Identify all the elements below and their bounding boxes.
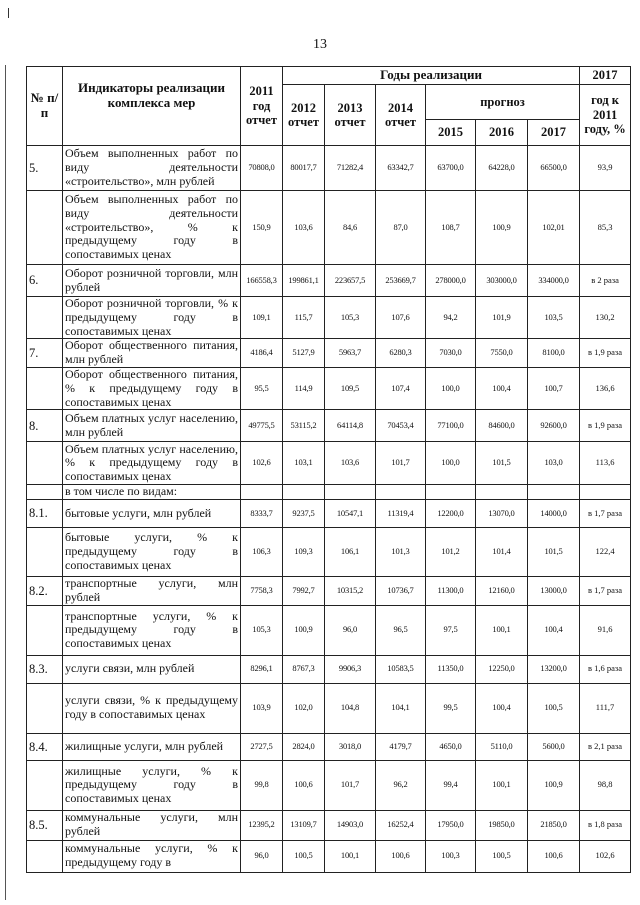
table-row <box>27 683 631 733</box>
value-ratio: 85,3 <box>580 191 631 265</box>
row-indicator: транспортные услуги, % к предыдущему году в сопоставимых ценах <box>63 605 241 655</box>
row-number: 8.2. <box>27 577 63 606</box>
value-2013: 10547,1 <box>325 500 376 528</box>
value-2011: 8296,1 <box>241 655 283 683</box>
value-2013: 9906,3 <box>325 655 376 683</box>
value-2014: 107,4 <box>376 367 426 409</box>
value-ratio: 91,6 <box>580 605 631 655</box>
value-2012: 100,6 <box>283 760 325 810</box>
value-2016: 303000,0 <box>476 265 528 297</box>
table-row <box>27 655 631 683</box>
value-2014: 87,0 <box>376 191 426 265</box>
row-indicator: Оборот розничной торговли, млн рублей <box>63 265 241 297</box>
value-2013: 109,5 <box>325 367 376 409</box>
value-ratio: 113,6 <box>580 442 631 485</box>
table-row <box>27 191 631 265</box>
value-2015: 100,0 <box>426 367 476 409</box>
row-number <box>27 605 63 655</box>
value-2016: 84600,0 <box>476 410 528 442</box>
row-indicator: бытовые услуги, % к предыдущему году в сопоставимых ценах <box>63 528 241 577</box>
value-2017: 101,5 <box>528 528 580 577</box>
row-number <box>27 485 63 500</box>
table-row <box>27 810 631 840</box>
value-2015: 63700,0 <box>426 146 476 191</box>
value-2012: 8767,3 <box>283 655 325 683</box>
value-2012: 100,9 <box>283 605 325 655</box>
header-2014: 2014 отчет <box>376 85 426 146</box>
page-number: 13 <box>313 37 327 52</box>
row-number: 8.5. <box>27 810 63 840</box>
value-2017: 100,5 <box>528 683 580 733</box>
row-indicator: коммунальные услуги, % к предыдущему году в <box>63 840 241 872</box>
value-2011: 99,8 <box>241 760 283 810</box>
value-2011: 7758,3 <box>241 577 283 606</box>
row-indicator: Объем выполненных работ по виду деятельности «строительство», млн рублей <box>63 146 241 191</box>
row-number <box>27 367 63 409</box>
value-2016: 101,5 <box>476 442 528 485</box>
value-ratio: в 1,9 раза <box>580 339 631 368</box>
table-header <box>27 67 631 146</box>
value-2013: 105,3 <box>325 297 376 339</box>
table-row <box>27 410 631 442</box>
row-indicator: Оборот розничной торговли, % к предыдущему году в сопоставимых ценах <box>63 297 241 339</box>
value-2016: 100,4 <box>476 683 528 733</box>
value-2013: 5963,7 <box>325 339 376 368</box>
row-indicator: транспортные услуги, млн рублей <box>63 577 241 606</box>
value-ratio: в 2,1 раза <box>580 733 631 760</box>
value-2016: 101,4 <box>476 528 528 577</box>
value-2015: 94,2 <box>426 297 476 339</box>
value-2011: 96,0 <box>241 840 283 872</box>
value-2012: 7992,7 <box>283 577 325 606</box>
value-2015: 97,5 <box>426 605 476 655</box>
value-2016: 100,5 <box>476 840 528 872</box>
value-2015: 17950,0 <box>426 810 476 840</box>
row-indicator: жилищные услуги, % к предыдущему году в сопоставимых ценах <box>63 760 241 810</box>
value-2014: 63342,7 <box>376 146 426 191</box>
table-row <box>27 442 631 485</box>
value-ratio: 111,7 <box>580 683 631 733</box>
row-number <box>27 191 63 265</box>
value-2017: 100,4 <box>528 605 580 655</box>
value-2011: 12395,2 <box>241 810 283 840</box>
value-2016: 64228,0 <box>476 146 528 191</box>
value-2012: 2824,0 <box>283 733 325 760</box>
value-2012: 80017,7 <box>283 146 325 191</box>
value-2014: 16252,4 <box>376 810 426 840</box>
value-2017: 92600,0 <box>528 410 580 442</box>
value-2017: 13200,0 <box>528 655 580 683</box>
value-ratio: в 1,8 раза <box>580 810 631 840</box>
value-2011: 109,1 <box>241 297 283 339</box>
value-2017: 334000,0 <box>528 265 580 297</box>
value-2017: 103,0 <box>528 442 580 485</box>
value-2014: 101,3 <box>376 528 426 577</box>
value-2014: 6280,3 <box>376 339 426 368</box>
table-row <box>27 760 631 810</box>
value-2016: 12250,0 <box>476 655 528 683</box>
value-2017: 14000,0 <box>528 500 580 528</box>
row-number: 8.4. <box>27 733 63 760</box>
value-2012: 103,1 <box>283 442 325 485</box>
value-2015: 77100,0 <box>426 410 476 442</box>
row-number: 5. <box>27 146 63 191</box>
value-2016: 100,1 <box>476 605 528 655</box>
table-row <box>27 265 631 297</box>
value-2011: 8333,7 <box>241 500 283 528</box>
header-years-group: Годы реализации <box>283 67 580 85</box>
value-2011: 2727,5 <box>241 733 283 760</box>
value-2013: 223657,5 <box>325 265 376 297</box>
row-number: 8.1. <box>27 500 63 528</box>
value-2015: 100,3 <box>426 840 476 872</box>
row-indicator: бытовые услуги, млн рублей <box>63 500 241 528</box>
table-row <box>27 146 631 191</box>
value-2015: 4650,0 <box>426 733 476 760</box>
value-2012: 109,3 <box>283 528 325 577</box>
value-2014: 10583,5 <box>376 655 426 683</box>
row-indicator: в том числе по видам: <box>63 485 241 500</box>
header-2015: 2015 <box>426 120 476 146</box>
value-ratio: 136,6 <box>580 367 631 409</box>
value-2012: 9237,5 <box>283 500 325 528</box>
value-2016: 7550,0 <box>476 339 528 368</box>
value-2015 <box>426 485 476 500</box>
value-2013: 10315,2 <box>325 577 376 606</box>
value-2017: 5600,0 <box>528 733 580 760</box>
value-2011: 105,3 <box>241 605 283 655</box>
header-num: № п/п <box>27 67 63 146</box>
value-2012 <box>283 485 325 500</box>
value-2014: 96,2 <box>376 760 426 810</box>
value-ratio: в 1,7 раза <box>580 577 631 606</box>
value-ratio: в 1,6 раза <box>580 655 631 683</box>
value-2014: 253669,7 <box>376 265 426 297</box>
value-ratio: 98,8 <box>580 760 631 810</box>
value-2015: 108,7 <box>426 191 476 265</box>
value-2013 <box>325 485 376 500</box>
value-2015: 100,0 <box>426 442 476 485</box>
header-2017: 2017 <box>528 120 580 146</box>
row-number: 6. <box>27 265 63 297</box>
header-forecast: прогноз <box>426 85 580 120</box>
value-ratio: 93,9 <box>580 146 631 191</box>
value-2015: 278000,0 <box>426 265 476 297</box>
table-row <box>27 339 631 368</box>
row-number: 8. <box>27 410 63 442</box>
value-2011: 103,9 <box>241 683 283 733</box>
value-2014: 104,1 <box>376 683 426 733</box>
value-2016: 100,1 <box>476 760 528 810</box>
value-2015: 11350,0 <box>426 655 476 683</box>
value-2013: 64114,8 <box>325 410 376 442</box>
value-2013: 106,1 <box>325 528 376 577</box>
table-row <box>27 297 631 339</box>
value-2012: 100,5 <box>283 840 325 872</box>
value-2011: 150,9 <box>241 191 283 265</box>
value-2014: 4179,7 <box>376 733 426 760</box>
value-2011: 49775,5 <box>241 410 283 442</box>
header-2013: 2013 отчет <box>325 85 376 146</box>
value-2013: 101,7 <box>325 760 376 810</box>
table-row <box>27 485 631 500</box>
value-ratio: в 2 раза <box>580 265 631 297</box>
value-2012: 115,7 <box>283 297 325 339</box>
value-2014: 107,6 <box>376 297 426 339</box>
value-2011: 95,5 <box>241 367 283 409</box>
row-indicator: Объем платных услуг населению, млн рублей <box>63 410 241 442</box>
row-number <box>27 442 63 485</box>
row-indicator: Объем платных услуг населению, % к предыдущему году в сопоставимых ценах <box>63 442 241 485</box>
value-2011 <box>241 485 283 500</box>
row-indicator: жилищные услуги, млн рублей <box>63 733 241 760</box>
table-row <box>27 500 631 528</box>
value-2011: 106,3 <box>241 528 283 577</box>
value-2012: 5127,9 <box>283 339 325 368</box>
value-2015: 99,5 <box>426 683 476 733</box>
value-2013: 104,8 <box>325 683 376 733</box>
value-ratio: в 1,7 раза <box>580 500 631 528</box>
value-ratio: 122,4 <box>580 528 631 577</box>
value-2016: 5110,0 <box>476 733 528 760</box>
row-indicator: Оборот общественного питания, млн рублей <box>63 339 241 368</box>
header-2012: 2012 отчет <box>283 85 325 146</box>
table-row <box>27 605 631 655</box>
value-2017: 66500,0 <box>528 146 580 191</box>
value-2016: 12160,0 <box>476 577 528 606</box>
value-2017: 103,5 <box>528 297 580 339</box>
header-ratio: год к 2011 году, % <box>580 85 631 146</box>
value-2012: 114,9 <box>283 367 325 409</box>
indicators-table <box>26 66 631 873</box>
value-2014: 96,5 <box>376 605 426 655</box>
row-number <box>27 297 63 339</box>
value-2011: 102,6 <box>241 442 283 485</box>
table-body <box>27 146 631 873</box>
table-row <box>27 367 631 409</box>
row-indicator: услуги связи, % к предыдущему году в сопоставимых ценах <box>63 683 241 733</box>
value-2013: 71282,4 <box>325 146 376 191</box>
value-2015: 11300,0 <box>426 577 476 606</box>
row-indicator: Оборот общественного питания, % к предыдущему году в сопоставимых ценах <box>63 367 241 409</box>
value-2016: 101,9 <box>476 297 528 339</box>
value-2017: 100,7 <box>528 367 580 409</box>
value-2013: 103,6 <box>325 442 376 485</box>
value-2014: 10736,7 <box>376 577 426 606</box>
value-2012: 199861,1 <box>283 265 325 297</box>
value-2016: 19850,0 <box>476 810 528 840</box>
value-2014: 101,7 <box>376 442 426 485</box>
row-number: 8.3. <box>27 655 63 683</box>
value-2013: 84,6 <box>325 191 376 265</box>
value-2017: 13000,0 <box>528 577 580 606</box>
value-ratio: 130,2 <box>580 297 631 339</box>
value-2014: 11319,4 <box>376 500 426 528</box>
value-2014 <box>376 485 426 500</box>
row-number <box>27 683 63 733</box>
table-row <box>27 577 631 606</box>
row-number <box>27 840 63 872</box>
table-row <box>27 733 631 760</box>
value-2016: 100,9 <box>476 191 528 265</box>
value-2017: 102,01 <box>528 191 580 265</box>
row-indicator: Объем выполненных работ по виду деятельности «строительство», % к предыдущему году в сопоставимых ценах <box>63 191 241 265</box>
value-2014: 100,6 <box>376 840 426 872</box>
value-2012: 102,0 <box>283 683 325 733</box>
value-2011: 70808,0 <box>241 146 283 191</box>
value-2013: 14903,0 <box>325 810 376 840</box>
value-2017: 21850,0 <box>528 810 580 840</box>
value-2011: 4186,4 <box>241 339 283 368</box>
scan-mark <box>8 8 9 18</box>
value-2016: 100,4 <box>476 367 528 409</box>
header-2017-top: 2017 <box>580 67 631 85</box>
header-2011: 2011 год отчет <box>241 67 283 146</box>
value-ratio: в 1,9 раза <box>580 410 631 442</box>
value-2015: 7030,0 <box>426 339 476 368</box>
row-number <box>27 528 63 577</box>
value-2017 <box>528 485 580 500</box>
header-indicator: Индикаторы реализации комплекса мер <box>63 67 241 146</box>
value-2016: 13070,0 <box>476 500 528 528</box>
value-2012: 53115,2 <box>283 410 325 442</box>
row-number: 7. <box>27 339 63 368</box>
value-ratio: 102,6 <box>580 840 631 872</box>
value-ratio <box>580 485 631 500</box>
value-2011: 166558,3 <box>241 265 283 297</box>
row-number <box>27 760 63 810</box>
value-2013: 96,0 <box>325 605 376 655</box>
value-2017: 100,6 <box>528 840 580 872</box>
value-2013: 3018,0 <box>325 733 376 760</box>
margin-rule <box>5 65 6 900</box>
value-2013: 100,1 <box>325 840 376 872</box>
value-2012: 103,6 <box>283 191 325 265</box>
value-2017: 8100,0 <box>528 339 580 368</box>
row-indicator: коммунальные услуги, млн рублей <box>63 810 241 840</box>
value-2017: 100,9 <box>528 760 580 810</box>
value-2015: 101,2 <box>426 528 476 577</box>
value-2015: 12200,0 <box>426 500 476 528</box>
row-indicator: услуги связи, млн рублей <box>63 655 241 683</box>
value-2015: 99,4 <box>426 760 476 810</box>
value-2012: 13109,7 <box>283 810 325 840</box>
value-2016 <box>476 485 528 500</box>
table-row <box>27 840 631 872</box>
value-2014: 70453,4 <box>376 410 426 442</box>
header-2016: 2016 <box>476 120 528 146</box>
table-row <box>27 528 631 577</box>
